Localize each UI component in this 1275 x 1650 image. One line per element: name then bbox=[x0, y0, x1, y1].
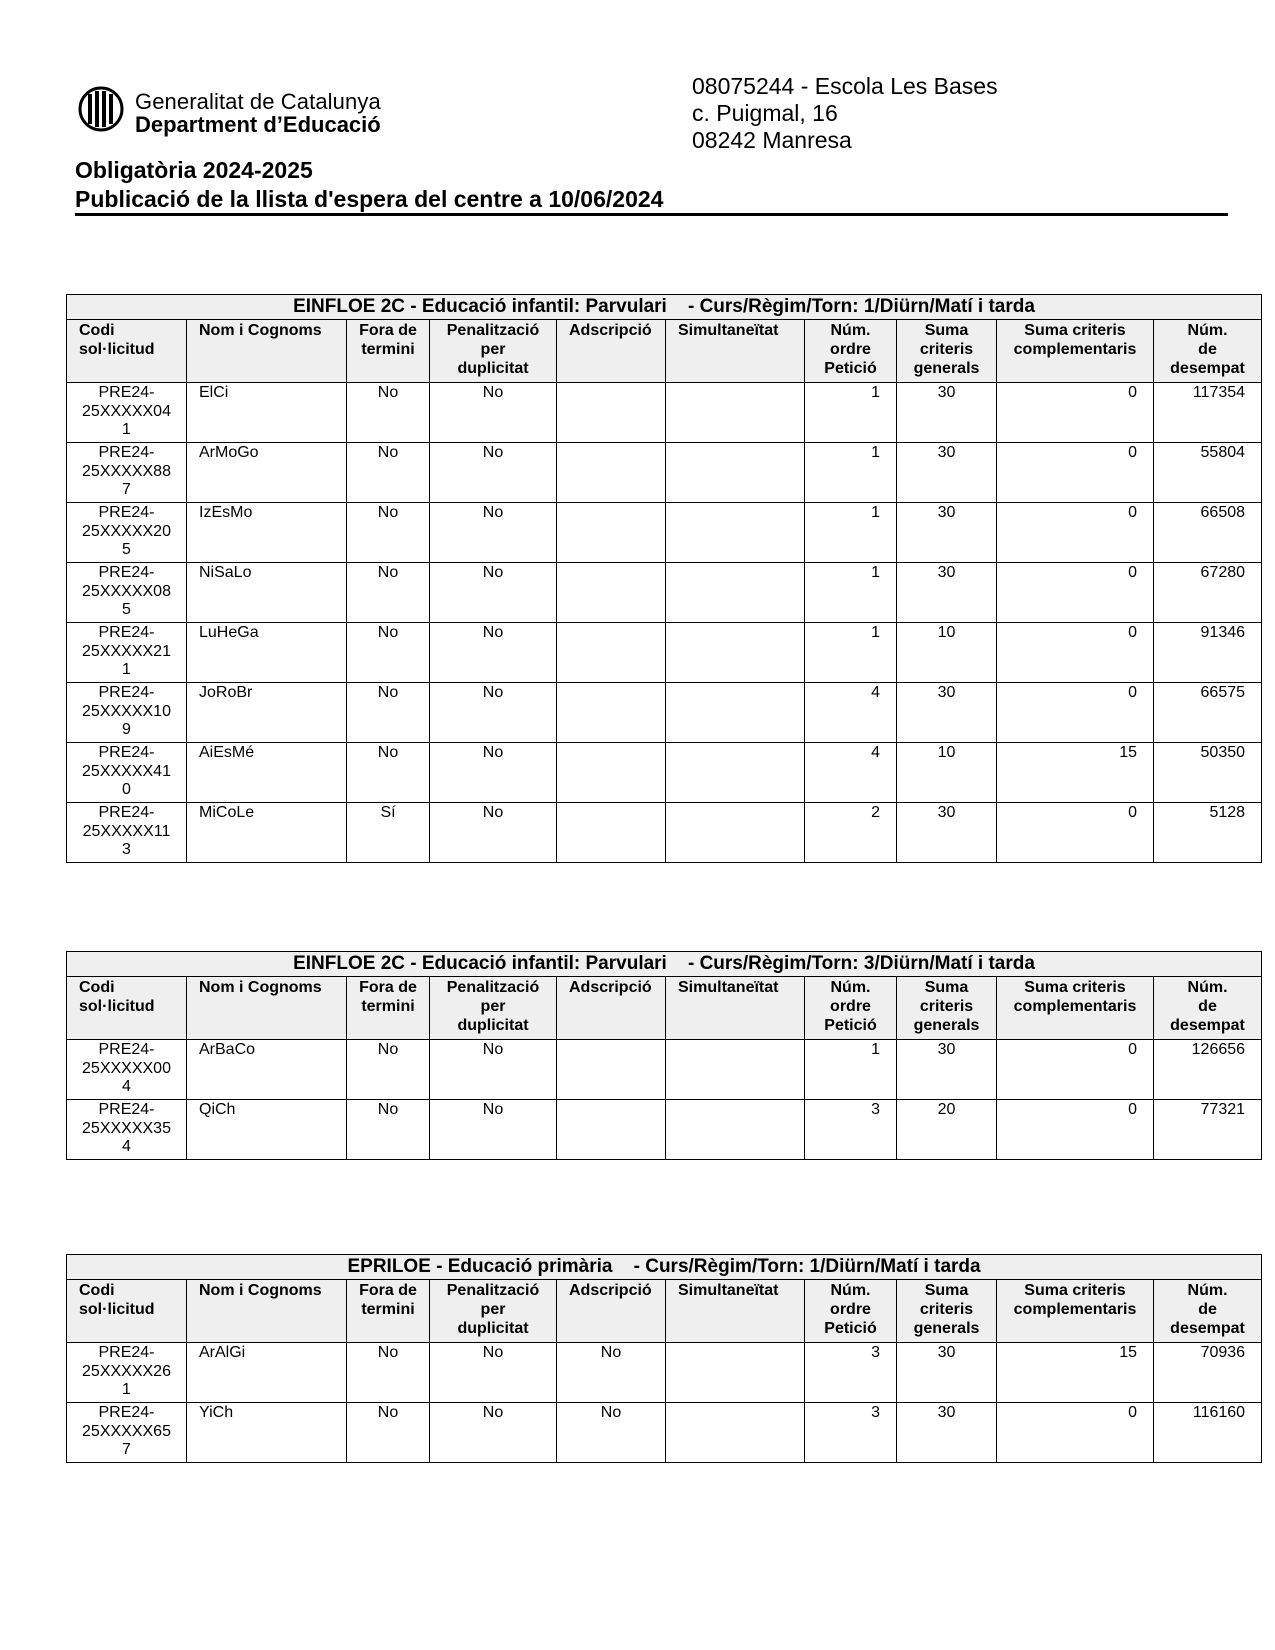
school-street: c. Puigmal, 16 bbox=[692, 100, 838, 126]
col-fora: Fora de termini bbox=[347, 320, 430, 383]
cell-fora: No bbox=[347, 683, 430, 743]
cell-adscripcio bbox=[557, 443, 666, 503]
cell-simultaneitat bbox=[666, 803, 805, 863]
cell-complementaris: 15 bbox=[997, 1343, 1154, 1403]
col-nom: Nom i Cognoms bbox=[187, 320, 347, 383]
cell-simultaneitat bbox=[666, 383, 805, 443]
table-header-row bbox=[67, 320, 1262, 383]
cell-generals: 30 bbox=[897, 803, 997, 863]
cell-codi: PRE24- 25XXXXX88 7 bbox=[67, 443, 187, 503]
cell-ordre: 3 bbox=[805, 1403, 897, 1463]
table-caption bbox=[67, 952, 1262, 977]
col-desempat: Núm. de desempat bbox=[1154, 977, 1262, 1040]
cell-nom: ArMoGo bbox=[187, 443, 347, 503]
cell-penalitzacio: No bbox=[430, 503, 557, 563]
table-row bbox=[67, 443, 1262, 503]
cell-penalitzacio: No bbox=[430, 623, 557, 683]
cell-codi: PRE24- 25XXXXX26 1 bbox=[67, 1343, 187, 1403]
cell-nom: ArAlGi bbox=[187, 1343, 347, 1403]
cell-generals: 10 bbox=[897, 743, 997, 803]
table-caption bbox=[67, 295, 1262, 320]
waitlist-table-epriloe-1 bbox=[66, 1254, 1262, 1463]
cell-simultaneitat bbox=[666, 743, 805, 803]
table-row bbox=[67, 743, 1262, 803]
title-publication: Publicació de la llista d'espera del centre a 10/06/2024 bbox=[75, 186, 664, 212]
cell-fora: No bbox=[347, 1100, 430, 1160]
table-row bbox=[67, 1040, 1262, 1100]
title-divider bbox=[75, 213, 1228, 216]
school-name: 08075244 - Escola Les Bases bbox=[692, 73, 998, 99]
col-codi: Codi sol·licitud bbox=[67, 320, 187, 383]
cell-ordre: 1 bbox=[805, 383, 897, 443]
cell-desempat: 66508 bbox=[1154, 503, 1262, 563]
col-fora: Fora de termini bbox=[347, 1280, 430, 1343]
cell-desempat: 50350 bbox=[1154, 743, 1262, 803]
cell-adscripcio bbox=[557, 383, 666, 443]
col-adscripcio: Adscripció bbox=[557, 320, 666, 383]
cell-desempat: 55804 bbox=[1154, 443, 1262, 503]
cell-adscripcio bbox=[557, 1100, 666, 1160]
cell-desempat: 67280 bbox=[1154, 563, 1262, 623]
cell-simultaneitat bbox=[666, 1403, 805, 1463]
cell-penalitzacio: No bbox=[430, 1040, 557, 1100]
cell-penalitzacio: No bbox=[430, 683, 557, 743]
col-complementaris: Suma criteris complementaris bbox=[997, 977, 1154, 1040]
col-ordre: Núm. ordre Petició bbox=[805, 977, 897, 1040]
cell-desempat: 116160 bbox=[1154, 1403, 1262, 1463]
cell-codi: PRE24- 25XXXXX20 5 bbox=[67, 503, 187, 563]
cell-adscripcio: No bbox=[557, 1403, 666, 1463]
generalitat-emblem-icon bbox=[78, 86, 124, 132]
col-penalitzacio: Penalització per duplicitat bbox=[430, 1280, 557, 1343]
cell-penalitzacio: No bbox=[430, 1100, 557, 1160]
col-ordre: Núm. ordre Petició bbox=[805, 1280, 897, 1343]
caption-main: EINFLOE 2C - Educació infantil: Parvulari bbox=[293, 953, 667, 974]
cell-generals: 10 bbox=[897, 623, 997, 683]
page-title bbox=[75, 156, 663, 214]
col-adscripcio: Adscripció bbox=[557, 1280, 666, 1343]
cell-fora: No bbox=[347, 743, 430, 803]
waitlist-table-einfloe-1 bbox=[66, 294, 1262, 863]
table-row bbox=[67, 503, 1262, 563]
cell-penalitzacio: No bbox=[430, 803, 557, 863]
cell-adscripcio bbox=[557, 683, 666, 743]
col-complementaris: Suma criteris complementaris bbox=[997, 1280, 1154, 1343]
logo-line-department: Department d’Educació bbox=[135, 112, 381, 137]
cell-penalitzacio: No bbox=[430, 383, 557, 443]
cell-generals: 30 bbox=[897, 1403, 997, 1463]
cell-complementaris: 0 bbox=[997, 383, 1154, 443]
cell-fora: No bbox=[347, 1040, 430, 1100]
cell-complementaris: 0 bbox=[997, 1100, 1154, 1160]
cell-adscripcio bbox=[557, 803, 666, 863]
cell-complementaris: 0 bbox=[997, 683, 1154, 743]
cell-generals: 30 bbox=[897, 443, 997, 503]
caption-sub: - Curs/Règim/Torn: 1/Diürn/Matí i tarda bbox=[633, 1256, 981, 1277]
cell-nom: JoRoBr bbox=[187, 683, 347, 743]
cell-nom: QiCh bbox=[187, 1100, 347, 1160]
cell-adscripcio bbox=[557, 1040, 666, 1100]
cell-generals: 30 bbox=[897, 683, 997, 743]
table-row bbox=[67, 623, 1262, 683]
cell-desempat: 70936 bbox=[1154, 1343, 1262, 1403]
col-ordre: Núm. ordre Petició bbox=[805, 320, 897, 383]
school-address bbox=[692, 73, 998, 154]
cell-ordre: 1 bbox=[805, 623, 897, 683]
cell-fora: No bbox=[347, 1403, 430, 1463]
cell-ordre: 2 bbox=[805, 803, 897, 863]
cell-desempat: 91346 bbox=[1154, 623, 1262, 683]
cell-nom: LuHeGa bbox=[187, 623, 347, 683]
cell-complementaris: 0 bbox=[997, 443, 1154, 503]
col-nom: Nom i Cognoms bbox=[187, 977, 347, 1040]
col-penalitzacio: Penalització per duplicitat bbox=[430, 977, 557, 1040]
caption-sub: - Curs/Règim/Torn: 3/Diürn/Matí i tarda bbox=[687, 953, 1035, 974]
cell-simultaneitat bbox=[666, 623, 805, 683]
cell-desempat: 5128 bbox=[1154, 803, 1262, 863]
cell-ordre: 1 bbox=[805, 443, 897, 503]
cell-ordre: 1 bbox=[805, 503, 897, 563]
cell-complementaris: 0 bbox=[997, 503, 1154, 563]
col-simultaneitat: Simultaneïtat bbox=[666, 1280, 805, 1343]
col-codi: Codi sol·licitud bbox=[67, 977, 187, 1040]
cell-nom: ElCi bbox=[187, 383, 347, 443]
cell-simultaneitat bbox=[666, 683, 805, 743]
cell-fora: No bbox=[347, 563, 430, 623]
title-course-year: Obligatòria 2024-2025 bbox=[75, 157, 313, 183]
cell-complementaris: 0 bbox=[997, 1403, 1154, 1463]
cell-nom: YiCh bbox=[187, 1403, 347, 1463]
col-generals: Suma criteris generals bbox=[897, 977, 997, 1040]
cell-generals: 30 bbox=[897, 383, 997, 443]
cell-codi: PRE24- 25XXXXX21 1 bbox=[67, 623, 187, 683]
cell-codi: PRE24- 25XXXXX10 9 bbox=[67, 683, 187, 743]
cell-simultaneitat bbox=[666, 1343, 805, 1403]
cell-desempat: 126656 bbox=[1154, 1040, 1262, 1100]
cell-fora: No bbox=[347, 1343, 430, 1403]
table-header-row bbox=[67, 1280, 1262, 1343]
table-row bbox=[67, 803, 1262, 863]
cell-codi: PRE24- 25XXXXX35 4 bbox=[67, 1100, 187, 1160]
cell-codi: PRE24- 25XXXXX41 0 bbox=[67, 743, 187, 803]
cell-ordre: 1 bbox=[805, 563, 897, 623]
cell-ordre: 4 bbox=[805, 683, 897, 743]
cell-penalitzacio: No bbox=[430, 443, 557, 503]
col-generals: Suma criteris generals bbox=[897, 1280, 997, 1343]
cell-adscripcio bbox=[557, 503, 666, 563]
cell-penalitzacio: No bbox=[430, 563, 557, 623]
table-row bbox=[67, 563, 1262, 623]
table-row bbox=[67, 1100, 1262, 1160]
table-caption bbox=[67, 1255, 1262, 1280]
col-codi: Codi sol·licitud bbox=[67, 1280, 187, 1343]
cell-simultaneitat bbox=[666, 443, 805, 503]
cell-nom: ArBaCo bbox=[187, 1040, 347, 1100]
cell-nom: NiSaLo bbox=[187, 563, 347, 623]
cell-nom: IzEsMo bbox=[187, 503, 347, 563]
cell-ordre: 3 bbox=[805, 1100, 897, 1160]
cell-codi: PRE24- 25XXXXX00 4 bbox=[67, 1040, 187, 1100]
cell-codi: PRE24- 25XXXXX08 5 bbox=[67, 563, 187, 623]
col-desempat: Núm. de desempat bbox=[1154, 320, 1262, 383]
cell-fora: Sí bbox=[347, 803, 430, 863]
cell-fora: No bbox=[347, 623, 430, 683]
generalitat-logo bbox=[78, 86, 458, 136]
cell-complementaris: 15 bbox=[997, 743, 1154, 803]
col-simultaneitat: Simultaneïtat bbox=[666, 977, 805, 1040]
cell-desempat: 117354 bbox=[1154, 383, 1262, 443]
cell-codi: PRE24- 25XXXXX65 7 bbox=[67, 1403, 187, 1463]
cell-penalitzacio: No bbox=[430, 743, 557, 803]
cell-generals: 30 bbox=[897, 563, 997, 623]
cell-adscripcio: No bbox=[557, 1343, 666, 1403]
col-desempat: Núm. de desempat bbox=[1154, 1280, 1262, 1343]
table-row bbox=[67, 383, 1262, 443]
table-header-row bbox=[67, 977, 1262, 1040]
cell-adscripcio bbox=[557, 623, 666, 683]
cell-fora: No bbox=[347, 383, 430, 443]
cell-generals: 30 bbox=[897, 1343, 997, 1403]
cell-ordre: 3 bbox=[805, 1343, 897, 1403]
cell-complementaris: 0 bbox=[997, 563, 1154, 623]
cell-penalitzacio: No bbox=[430, 1343, 557, 1403]
col-fora: Fora de termini bbox=[347, 977, 430, 1040]
table-row bbox=[67, 1343, 1262, 1403]
col-adscripcio: Adscripció bbox=[557, 977, 666, 1040]
cell-codi: PRE24- 25XXXXX04 1 bbox=[67, 383, 187, 443]
table-row bbox=[67, 1403, 1262, 1463]
cell-simultaneitat bbox=[666, 1100, 805, 1160]
cell-fora: No bbox=[347, 443, 430, 503]
logo-line-generalitat: Generalitat de Catalunya bbox=[135, 89, 381, 114]
cell-codi: PRE24- 25XXXXX11 3 bbox=[67, 803, 187, 863]
cell-nom: AiEsMé bbox=[187, 743, 347, 803]
cell-simultaneitat bbox=[666, 1040, 805, 1100]
cell-penalitzacio: No bbox=[430, 1403, 557, 1463]
school-city: 08242 Manresa bbox=[692, 127, 852, 153]
cell-ordre: 4 bbox=[805, 743, 897, 803]
cell-ordre: 1 bbox=[805, 1040, 897, 1100]
cell-complementaris: 0 bbox=[997, 623, 1154, 683]
caption-main: EINFLOE 2C - Educació infantil: Parvulari bbox=[293, 296, 667, 317]
cell-desempat: 77321 bbox=[1154, 1100, 1262, 1160]
col-penalitzacio: Penalització per duplicitat bbox=[430, 320, 557, 383]
cell-simultaneitat bbox=[666, 563, 805, 623]
col-complementaris: Suma criteris complementaris bbox=[997, 320, 1154, 383]
col-nom: Nom i Cognoms bbox=[187, 1280, 347, 1343]
cell-generals: 20 bbox=[897, 1100, 997, 1160]
cell-simultaneitat bbox=[666, 503, 805, 563]
col-simultaneitat: Simultaneïtat bbox=[666, 320, 805, 383]
cell-adscripcio bbox=[557, 743, 666, 803]
cell-adscripcio bbox=[557, 563, 666, 623]
caption-sub: - Curs/Règim/Torn: 1/Diürn/Matí i tarda bbox=[687, 296, 1035, 317]
cell-generals: 30 bbox=[897, 1040, 997, 1100]
waitlist-table-einfloe-3 bbox=[66, 951, 1262, 1160]
caption-main: EPRILOE - Educació primària bbox=[347, 1256, 613, 1277]
cell-fora: No bbox=[347, 503, 430, 563]
table-row bbox=[67, 683, 1262, 743]
cell-desempat: 66575 bbox=[1154, 683, 1262, 743]
col-generals: Suma criteris generals bbox=[897, 320, 997, 383]
cell-complementaris: 0 bbox=[997, 1040, 1154, 1100]
cell-nom: MiCoLe bbox=[187, 803, 347, 863]
cell-complementaris: 0 bbox=[997, 803, 1154, 863]
cell-generals: 30 bbox=[897, 503, 997, 563]
